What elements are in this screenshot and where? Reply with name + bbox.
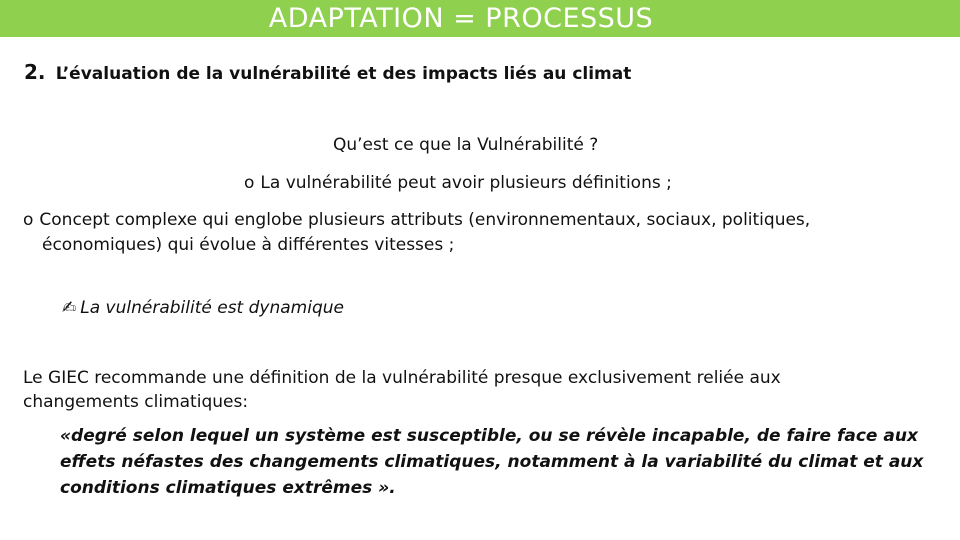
bullet-text: La vulnérabilité peut avoir plusieurs définitions ; [260, 173, 672, 193]
question-text: Qu’est ce que la Vulnérabilité ? [333, 135, 599, 155]
section-heading [24, 60, 631, 84]
giec-line1: Le GIEC recommande une définition de la vulnérabilité presque exclusivement reliée aux [23, 368, 781, 388]
giec-line2: changements climatiques: [23, 392, 249, 412]
bullet-marker: o [244, 173, 255, 193]
pen-icon: ✍ [62, 298, 77, 318]
section-title: L’évaluation de la vulnérabilité et des impacts liés au climat [55, 64, 632, 84]
bullet-text-line1: Concept complexe qui englobe plusieurs attributs (environnementaux, sociaux, politiques, [39, 210, 811, 230]
section-number: 2. [24, 60, 46, 84]
dynamic-text: La vulnérabilité est dynamique [80, 298, 344, 318]
bullet-item-definitions [244, 171, 672, 195]
title-banner [0, 0, 960, 37]
giec-quote [60, 423, 950, 501]
slide-title: ADAPTATION = PROCESSUS [268, 3, 654, 34]
quote-line1: «degré selon lequel un système est susceptible, ou se révèle incapable, de faire face aux [60, 426, 918, 446]
quote-line3: conditions climatiques extrêmes ». [60, 478, 396, 498]
dynamic-statement [62, 298, 344, 318]
bullet-item-concept-cont [42, 233, 454, 257]
bullet-item-concept [23, 208, 810, 232]
giec-paragraph [23, 366, 943, 414]
bullet-marker: o [23, 210, 34, 230]
quote-line2: effets néfastes des changements climatiques, notamment à la variabilité du climat et aux [60, 452, 924, 472]
bullet-text-line2: économiques) qui évolue à différentes vitesses ; [42, 235, 455, 255]
